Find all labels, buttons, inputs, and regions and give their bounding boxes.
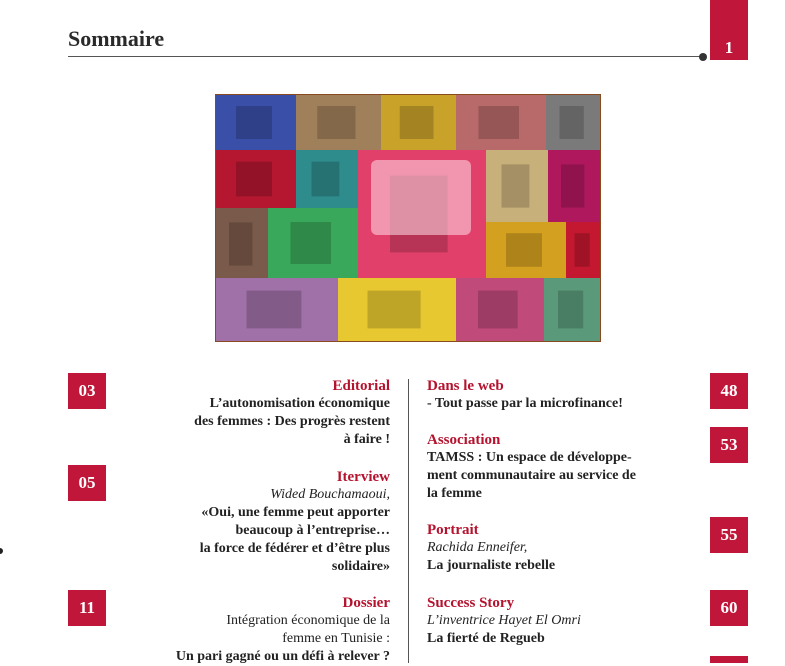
tile-woman-red-2-figure	[575, 233, 590, 267]
next-page-tab-stub	[710, 656, 748, 663]
tile-workshop-figure	[560, 106, 584, 139]
protest-sign	[371, 160, 471, 235]
entry-line: «Oui, une femme peut apporter	[201, 505, 390, 520]
entry-page-web[interactable]: 48	[710, 373, 748, 409]
tile-meeting-figure	[247, 291, 302, 329]
tile-worker-green-figure	[558, 291, 583, 329]
entry-page-editorial[interactable]: 03	[68, 373, 106, 409]
entry-line: TAMSS : Un espace de développe-	[427, 450, 632, 465]
entry-line: - Tout passe par la microfinance!	[427, 396, 623, 411]
entry-line: la femme	[427, 486, 482, 501]
entry-line: beaucoup à l’entreprise…	[235, 523, 390, 538]
section-title: Association	[427, 432, 501, 448]
page-title: Sommaire	[68, 26, 165, 51]
tile-woman-teal-figure	[312, 162, 340, 197]
section-title: Portrait	[427, 522, 479, 538]
entry-line: à faire !	[343, 432, 390, 447]
entry-line: La fierté de Regueb	[427, 631, 545, 646]
tile-lab-figure	[478, 291, 518, 329]
section-title: Dossier	[342, 595, 390, 611]
entry-page-association[interactable]: 53	[710, 427, 748, 463]
margin-bullet	[0, 548, 3, 554]
tile-shepherd-figure	[502, 164, 530, 207]
section-title: Iterview	[336, 469, 390, 485]
entry-line: la force de fédérer et d’être plus	[199, 541, 390, 556]
tile-woman-red-figure	[236, 162, 272, 197]
entry-line: Un pari gagné ou un défi à relever ?	[175, 649, 390, 664]
entry-line: Intégration économique de la	[226, 613, 390, 628]
tile-woman-green-figure	[291, 222, 332, 264]
entry-author: Wided Bouchamaoui,	[270, 487, 390, 502]
section-title: Editorial	[332, 378, 390, 394]
tile-taxi-figure	[368, 291, 421, 329]
section-title: Success Story	[427, 595, 515, 611]
entry-interview[interactable]	[130, 468, 390, 576]
entry-portrait[interactable]	[427, 521, 667, 575]
tile-smiling-woman-figure	[229, 222, 252, 265]
entry-web[interactable]	[427, 377, 667, 413]
entry-author: L’inventrice Hayet El Omri	[427, 613, 581, 628]
entry-editorial[interactable]	[130, 377, 390, 449]
entry-page-interview[interactable]: 05	[68, 465, 106, 501]
entry-line: des femmes : Des progrès restent	[194, 414, 390, 429]
tile-loom-figure	[317, 106, 355, 139]
tile-woman-yellow-figure	[506, 233, 542, 267]
entry-page-dossier[interactable]: 11	[68, 590, 106, 626]
entry-line: ment communautaire au service de	[427, 468, 636, 483]
entry-line: femme en Tunisie :	[282, 631, 390, 646]
entry-dossier[interactable]	[130, 594, 390, 666]
entry-line: L’autonomisation économique	[209, 396, 390, 411]
column-divider	[408, 379, 409, 663]
entry-author: Rachida Enneifer,	[427, 540, 528, 555]
section-title: Dans le web	[427, 378, 504, 394]
rule-end-dot	[699, 53, 707, 61]
tile-weaving-figure	[236, 106, 272, 139]
entry-line: solidaire»	[331, 559, 390, 574]
entry-success-story[interactable]	[427, 594, 667, 648]
entry-page-portrait[interactable]: 55	[710, 517, 748, 553]
tile-portrait-magenta-figure	[561, 164, 584, 207]
entry-line: La journaliste rebelle	[427, 558, 556, 573]
cover-photo-collage	[215, 94, 601, 342]
entry-association[interactable]	[427, 431, 667, 503]
entry-page-success-story[interactable]: 60	[710, 590, 748, 626]
page-number-tab: 1	[710, 0, 748, 60]
title-rule	[68, 56, 702, 57]
tile-field-worker-figure	[400, 106, 434, 139]
tile-harvest-figure	[479, 106, 520, 139]
